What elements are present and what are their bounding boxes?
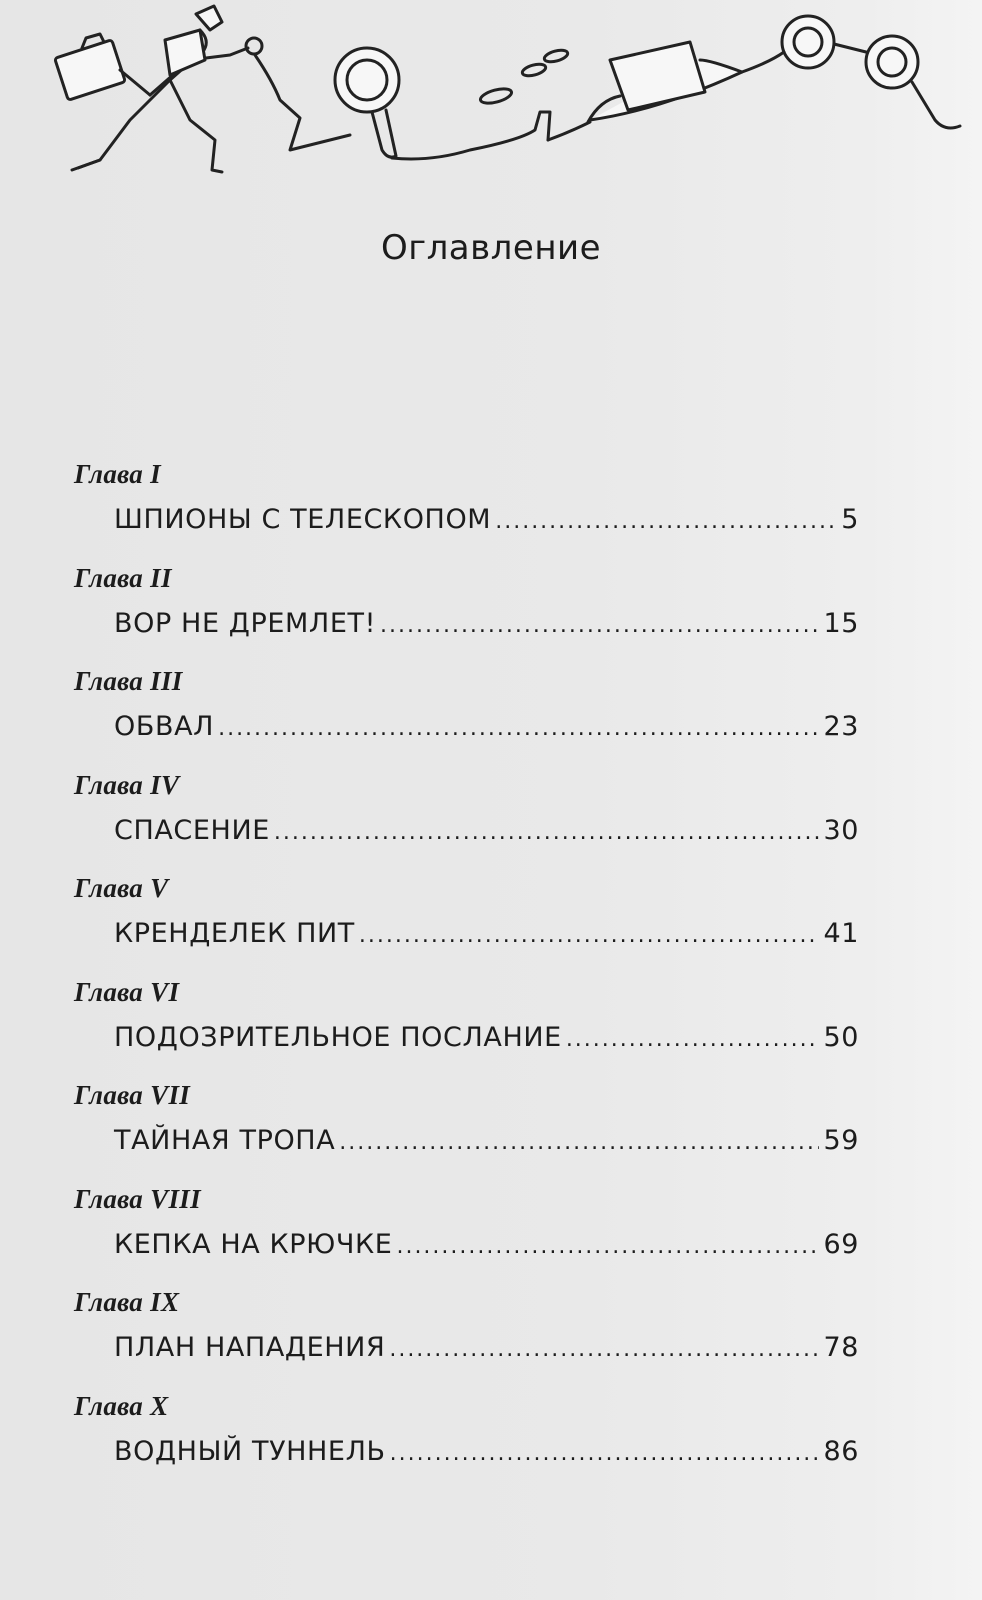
page-number: 5 [841, 504, 859, 535]
chapter-title: ШПИОНЫ С ТЕЛЕСКОПОМ [114, 504, 492, 535]
detective-header-illustration [40, 0, 982, 200]
dot-leader [218, 709, 819, 749]
chapter-line [114, 1018, 859, 1060]
toc-entry [74, 661, 864, 765]
toc-entry [74, 454, 864, 558]
chapter-line [114, 1328, 859, 1370]
chapter-label: Глава VIII [74, 1183, 201, 1214]
chapter-title: КРЕНДЕЛЕК ПИТ [114, 918, 355, 949]
chapter-label: Глава V [74, 873, 169, 903]
chapter-label: Глава X [74, 1390, 169, 1421]
chapter-line [114, 914, 859, 956]
chapter-line [114, 811, 859, 853]
running-detective-icon [55, 6, 262, 172]
dot-leader [380, 606, 819, 646]
page-number: 15 [823, 607, 859, 639]
chapter-line [114, 1225, 859, 1267]
chapter-line [114, 604, 859, 646]
chapter-label: Глава III [74, 666, 183, 696]
page-number: 30 [823, 814, 859, 846]
dot-leader [274, 813, 820, 853]
chapter-title: ТАЙНАЯ ТРОПА [114, 1125, 336, 1156]
page-number: 41 [823, 918, 859, 949]
chapter-label: Глава IV [74, 769, 180, 800]
toc-entry [74, 1282, 864, 1386]
chapter-title: ВОДНЫЙ ТУННЕЛЬ [114, 1435, 386, 1467]
chapter-label: Глава VI [74, 976, 180, 1007]
page-number: 50 [823, 1021, 859, 1053]
toc-entry [74, 972, 864, 1076]
magnifying-glass-icon [335, 48, 550, 159]
dot-leader [389, 1330, 819, 1370]
chapter-title: ПОДОЗРИТЕЛЬНОЕ ПОСЛАНИЕ [114, 1021, 562, 1053]
page-number: 78 [823, 1332, 859, 1363]
toc-entry [74, 765, 864, 869]
chapter-title: ПЛАН НАПАДЕНИЯ [114, 1332, 386, 1363]
dot-leader [396, 1227, 819, 1267]
footprints-icon [479, 48, 569, 106]
chapter-title: КЕПКА НА КРЮЧКЕ [114, 1228, 393, 1260]
dot-leader [566, 1020, 820, 1060]
chapter-line [114, 1121, 859, 1163]
page-title: Оглавление [380, 228, 602, 268]
page-number: 69 [823, 1228, 859, 1260]
page-number: 59 [823, 1125, 859, 1156]
hat-icon [588, 42, 742, 122]
dot-leader [495, 502, 837, 542]
page-number: 23 [823, 711, 859, 742]
binoculars-icon [782, 16, 960, 128]
dot-leader [359, 916, 820, 956]
chapter-line [114, 707, 859, 749]
chapter-line [114, 500, 859, 542]
toc-entry [74, 868, 864, 972]
dot-leader [390, 1434, 820, 1474]
chapter-label: Глава II [74, 562, 172, 593]
toc-entry [74, 1179, 864, 1283]
chapter-label: Глава I [74, 459, 161, 489]
toc-entry [74, 1075, 864, 1179]
chapter-title: ОБВАЛ [114, 711, 215, 742]
chapter-label: Глава VII [74, 1080, 191, 1110]
page-number: 86 [823, 1435, 859, 1467]
chapter-label: Глава IX [74, 1287, 180, 1317]
dot-leader [339, 1123, 819, 1163]
chapter-line [114, 1432, 859, 1474]
toc-entry [74, 558, 864, 662]
toc-entry [74, 1386, 864, 1490]
chapter-title: ВОР НЕ ДРЕМЛЕТ! [114, 607, 376, 639]
chapter-title: СПАСЕНИЕ [114, 814, 270, 846]
table-of-contents [74, 454, 864, 1489]
